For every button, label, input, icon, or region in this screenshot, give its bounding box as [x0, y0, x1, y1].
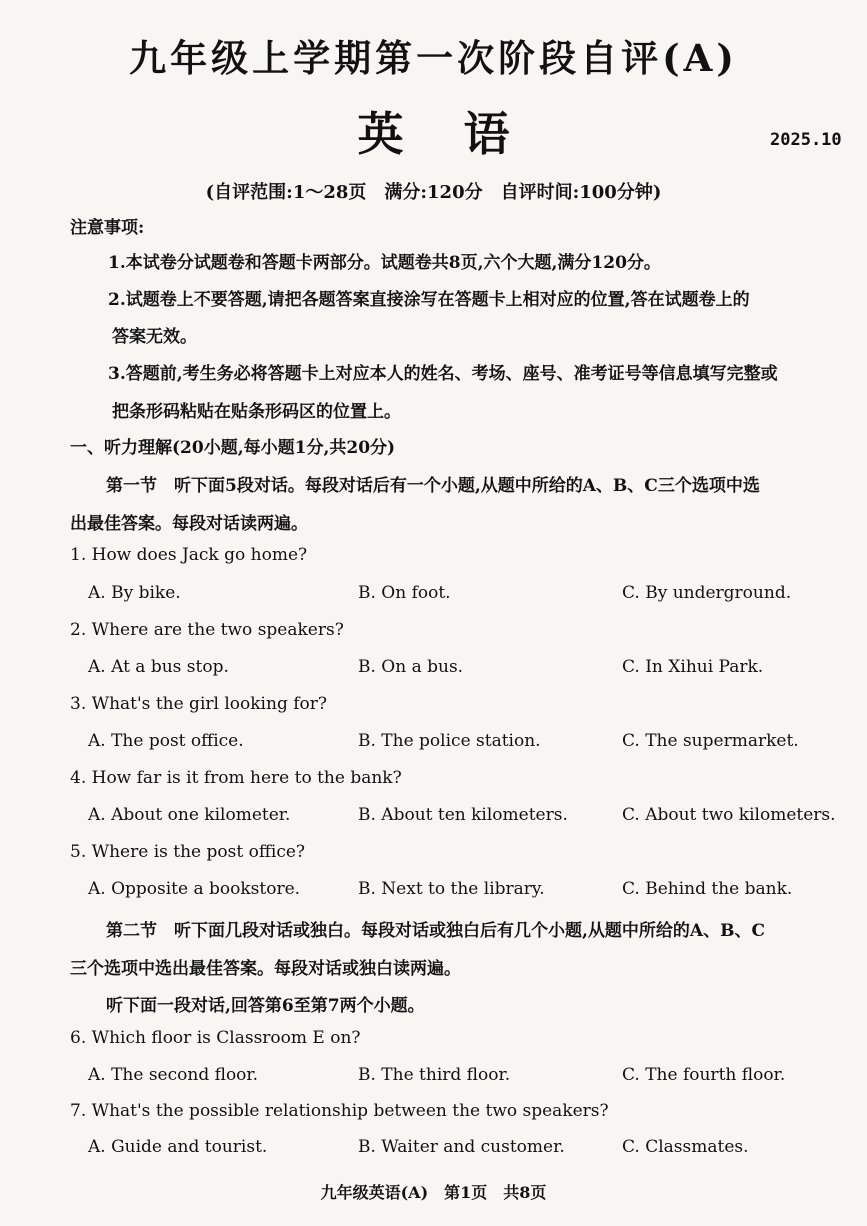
note-item-2-cont: 答案无效。	[112, 327, 197, 347]
question-3: 3. What's the girl looking for?	[70, 694, 327, 714]
section-heading: 一、听力理解(20小题,每小题1分,共20分)	[70, 438, 396, 458]
page-footer: 九年级英语(A) 第1页 共8页	[320, 1183, 547, 1202]
exam-title: 九年级上学期第一次阶段自评(A)	[129, 36, 738, 80]
option-b: B. On a bus.	[358, 657, 464, 677]
note-item-3: 3.答题前,考生务必将答题卡上对应本人的姓名、考场、座号、准考证号等信息填写完整或	[108, 364, 778, 384]
question-5: 5. Where is the post office?	[70, 842, 306, 862]
question-7: 7. What's the possible relationship between the two speakers?	[70, 1101, 609, 1121]
option-a: A. About one kilometer.	[88, 805, 291, 825]
part1-instruction: 第一节 听下面5段对话。每段对话后有一个小题,从题中所给的A、B、C三个选项中选	[106, 476, 760, 496]
option-c: C. In Xihui Park.	[622, 657, 764, 677]
option-c: C. About two kilometers.	[622, 805, 836, 825]
option-c: C. By underground.	[622, 583, 792, 603]
exam-date: 2025.10	[770, 130, 842, 150]
option-c: C. The supermarket.	[622, 731, 799, 751]
option-a: A. By bike.	[88, 583, 181, 603]
option-b: B. The third floor.	[358, 1065, 511, 1085]
notes-heading: 注意事项:	[70, 218, 145, 238]
option-c: C. The fourth floor.	[622, 1065, 786, 1085]
question-2: 2. Where are the two speakers?	[70, 620, 344, 640]
option-a: A. Guide and tourist.	[88, 1137, 268, 1157]
option-a: A. The post office.	[88, 731, 244, 751]
note-item-1: 1.本试卷分试题卷和答题卡两部分。试题卷共8页,六个大题,满分120分。	[108, 253, 661, 273]
option-b: B. Next to the library.	[358, 879, 545, 899]
part1-instruction-cont: 出最佳答案。每段对话读两遍。	[70, 514, 308, 534]
option-b: B. The police station.	[358, 731, 541, 751]
question-6: 6. Which floor is Classroom E on?	[70, 1028, 361, 1048]
exam-scope: (自评范围:1～28页 满分:120分 自评时间:100分钟)	[205, 182, 662, 203]
question-1: 1. How does Jack go home?	[70, 545, 308, 565]
subject-title: 英语	[357, 107, 570, 161]
option-a: A. The second floor.	[88, 1065, 259, 1085]
option-b: B. About ten kilometers.	[358, 805, 568, 825]
note-item-2: 2.试题卷上不要答题,请把各题答案直接涂写在答题卡上相对应的位置,答在试题卷上的	[108, 290, 750, 310]
note-item-3-cont: 把条形码粘贴在贴条形码区的位置上。	[112, 402, 401, 422]
part2-instruction: 第二节 听下面几段对话或独白。每段对话或独白后有几个小题,从题中所给的A、B、C	[106, 921, 766, 941]
option-c: C. Behind the bank.	[622, 879, 793, 899]
question-4: 4. How far is it from here to the bank?	[70, 768, 402, 788]
option-b: B. Waiter and customer.	[358, 1137, 565, 1157]
part2-instruction-cont: 三个选项中选出最佳答案。每段对话或独白读两遍。	[70, 959, 461, 979]
option-c: C. Classmates.	[622, 1137, 749, 1157]
option-a: A. Opposite a bookstore.	[88, 879, 301, 899]
option-a: A. At a bus stop.	[88, 657, 229, 677]
option-b: B. On foot.	[358, 583, 451, 603]
dialogue-instruction: 听下面一段对话,回答第6至第7两个小题。	[106, 996, 425, 1016]
